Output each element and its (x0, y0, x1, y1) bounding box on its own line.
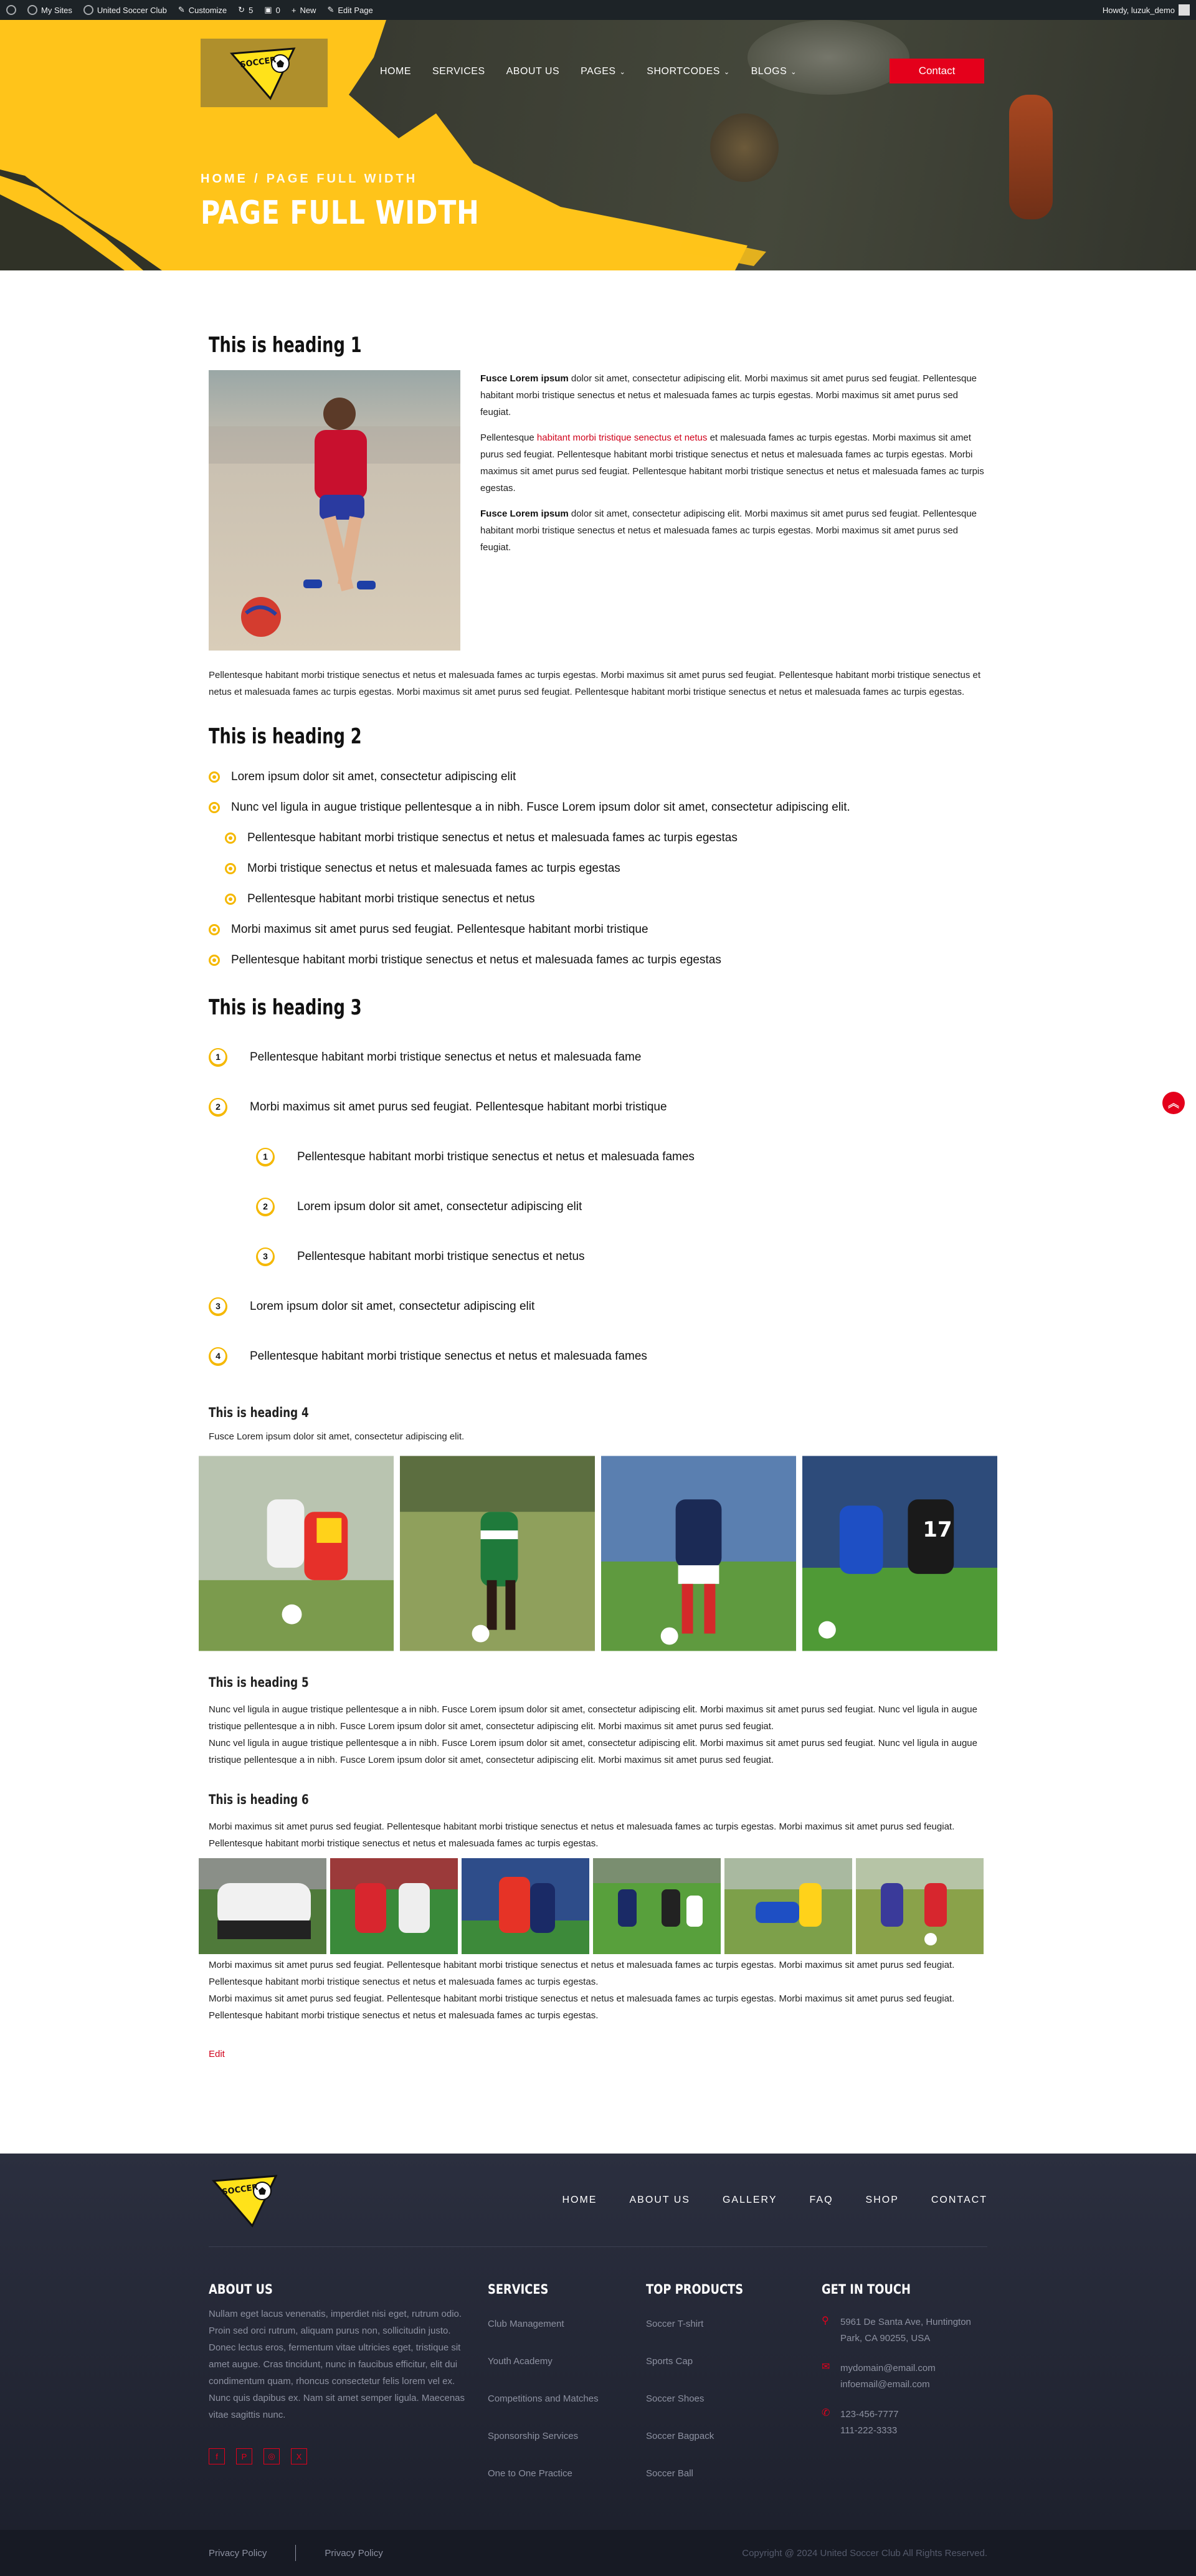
list-item-text: Nunc vel ligula in augue tristique pellentesque a in nibh. Fusce Lorem ipsum dolor sit amet, consectetur adipiscing elit. (231, 801, 850, 814)
bullet-circle-icon (209, 771, 220, 783)
numbered-list (209, 1033, 987, 1381)
chevron-down-icon: ⌄ (619, 68, 626, 76)
heading-5: This is heading 5 (209, 1675, 309, 1690)
breadcrumb (201, 172, 417, 186)
numbered-list-item (209, 1232, 987, 1282)
list-number: 2 (211, 1099, 225, 1114)
paragraph: Morbi maximus sit amet purus sed feugiat. Pellentesque habitant morbi tristique senectus et netus et malesuada fames ac turpis egestas. Morbi maximus sit amet purus sed feugiat. Pellentesque habitant morbi tristique senectus et netus et malesuada fames ac turpis egestas. (209, 1960, 955, 1987)
list-item (209, 884, 987, 914)
list-item-text: Pellentesque habitant morbi tristique senectus et netus et malesuada fames (250, 1350, 647, 1363)
bold-text: Fusce Lorem ipsum (480, 508, 569, 519)
service-link[interactable]: Sponsorship Services (488, 2431, 579, 2441)
pencil-icon: ✎ (327, 5, 335, 14)
nav-item-blogs[interactable] (751, 66, 797, 77)
new-label: New (300, 5, 316, 15)
plus-icon: + (291, 5, 297, 15)
list-number: 4 (211, 1348, 225, 1363)
soccer-logo-icon (227, 45, 301, 101)
list-number: 1 (211, 1049, 225, 1064)
chevron-down-icon: ⌄ (790, 68, 797, 76)
nav-item-about-us[interactable] (506, 66, 560, 77)
address-row (822, 2314, 971, 2347)
primary-menu (380, 66, 797, 77)
footer-services (488, 2282, 646, 2493)
email-row (822, 2360, 971, 2393)
wordpress-logo-icon[interactable] (6, 5, 16, 15)
footer-products (646, 2282, 822, 2493)
list-item-text: Morbi tristique senectus et netus et malesuada fames ac turpis egestas (247, 862, 620, 875)
services-list (488, 2306, 646, 2493)
nav-item-label: SERVICES (432, 66, 485, 77)
nav-item-services[interactable] (432, 66, 485, 77)
list-number-badge (209, 1048, 227, 1067)
map-pin-icon: ⚲ (822, 2316, 829, 2326)
footer-nav-faq[interactable]: FAQ (809, 2194, 833, 2205)
girl-soccer-player-image (209, 370, 460, 651)
footer-nav-gallery[interactable]: GALLERY (722, 2194, 777, 2205)
envelope-icon: ✉ (822, 2362, 830, 2372)
product-link[interactable]: Soccer Bagpack (646, 2431, 714, 2441)
paragraph-text: dolor sit amet, consectetur adipiscing elit. Morbi maximus sit amet purus sed feugiat. Pellentesque habitant morbi tristique senectus et netus et malesuada fames ac turpis egestas. Morbi maximus sit amet purus sed feugiat. (480, 508, 977, 553)
list-item-text: Pellentesque habitant morbi tristique senectus et netus (247, 892, 535, 905)
footer-bottom-bar (0, 2530, 1196, 2576)
footer-heading: SERVICES (488, 2282, 549, 2297)
footer-nav-home[interactable]: HOME (562, 2194, 597, 2205)
list-number-badge (209, 1347, 227, 1366)
customize-label: Customize (188, 5, 227, 15)
list-number: 3 (258, 1249, 273, 1264)
numbered-list-item (209, 1082, 987, 1132)
nav-item-pages[interactable] (581, 66, 625, 77)
breadcrumb-current: PAGE FULL WIDTH (266, 172, 418, 186)
howdy-label: Howdy, luzuk_demo (1102, 5, 1175, 15)
list-item (209, 761, 987, 792)
gallery-image-soccer-striker[interactable] (601, 1456, 796, 1651)
footer-about-text: Nullam eget lacus venenatis, imperdiet nisi eget, rutrum odio. Proin sed orci rutrum, aliquam purus non, sollicitudin justo. Donec lectus eros, fermentum vitae ultricies eget, tristique sit amet augue. Cras tincidunt, nunc in faucibus efficitur, elit dui condimentum quam, rhoncus consectetur felis lorem vel ex. Nunc quis dapibus ex. Nam sit amet semper ligula. Maecenas vitae sagittis nunc. (209, 2309, 465, 2420)
heading-2: This is heading 2 (209, 724, 362, 749)
nav-item-shortcodes[interactable] (647, 66, 729, 77)
nav-item-label: SHORTCODES (647, 66, 720, 77)
svg-text:SOCCER: SOCCER (221, 2182, 259, 2197)
list-item (209, 853, 987, 884)
list-item (209, 914, 987, 945)
list-item-text: Pellentesque habitant morbi tristique senectus et netus et malesuada fames ac turpis egestas (247, 831, 738, 844)
new-content-link[interactable] (292, 6, 316, 15)
my-sites-link[interactable] (27, 5, 72, 15)
bullet-circle-icon (225, 832, 236, 844)
numbered-list-item (209, 1132, 987, 1182)
instagram-icon[interactable]: ◎ (263, 2448, 280, 2464)
product-link[interactable]: Soccer T-shirt (646, 2319, 704, 2329)
product-link[interactable]: Sports Cap (646, 2356, 693, 2367)
gallery-image-team-huddle[interactable] (199, 1858, 326, 1954)
paragraph-text: Pellentesque (480, 432, 537, 443)
phone-link[interactable]: 123-456-7777 (840, 2409, 899, 2420)
double-chevron-up-icon: ︽ (1168, 1097, 1179, 1110)
paragraph: Morbi maximus sit amet purus sed feugiat. Pellentesque habitant morbi tristique senectus et netus et malesuada fames ac turpis egestas. Morbi maximus sit amet purus sed feugiat. Pellentesque habitant morbi tristique senectus et netus et malesuada fames ac turpis egestas. (209, 1821, 955, 1849)
list-item-text: Pellentesque habitant morbi tristique senectus et netus et malesuada fame (250, 1051, 642, 1064)
numbered-list-item (209, 1332, 987, 1381)
gallery-6-column (199, 1858, 997, 1954)
nav-item-label: PAGES (581, 66, 616, 77)
bullet-circle-icon (209, 802, 220, 813)
list-number-badge (209, 1098, 227, 1117)
list-number: 3 (211, 1299, 225, 1314)
site-logo[interactable] (201, 39, 328, 107)
paragraph: Pellentesque habitant morbi tristique senectus et netus et malesuada fames ac turpis egestas. Morbi maximus sit amet purus sed feugiat. Pellentesque habitant morbi tristique senectus et netus et malesuada fames ac turpis egestas. Morbi maximus sit amet purus sed feugiat. Pellentesque habitant morbi tristique senectus et netus et malesuada fames ac turpis egestas. (209, 670, 980, 697)
paragraph: Fusce Lorem ipsum dolor sit amet, consectetur adipiscing elit. (209, 1431, 465, 1442)
main-navigation (201, 39, 984, 107)
email-link[interactable]: infoemail@email.com (840, 2379, 930, 2390)
service-link[interactable]: Youth Academy (488, 2356, 553, 2367)
edit-page-label: Edit Page (338, 5, 373, 15)
bullet-circle-icon (225, 894, 236, 905)
list-item-text: Morbi maximus sit amet purus sed feugiat. Pellentesque habitant morbi tristique (250, 1100, 667, 1114)
gallery-image-soccer-dribble[interactable] (400, 1456, 595, 1651)
pinterest-icon[interactable]: P (236, 2448, 252, 2464)
privacy-policy-link[interactable]: Privacy Policy (209, 2547, 267, 2559)
footer-menu (562, 2195, 987, 2206)
phone-link[interactable]: 111-222-3333 (840, 2425, 898, 2436)
list-item (209, 792, 987, 823)
edit-page-link[interactable] (327, 5, 373, 15)
heading-4: This is heading 4 (209, 1405, 309, 1420)
inline-link[interactable]: habitant morbi tristique senectus et netus (536, 432, 708, 443)
my-sites-label: My Sites (41, 5, 72, 15)
updates-link[interactable] (238, 5, 253, 15)
list-item-text: Morbi maximus sit amet purus sed feugiat. Pellentesque habitant morbi tristique (231, 923, 648, 936)
footer-top (209, 2154, 987, 2247)
bold-text: Fusce Lorem ipsum (480, 373, 569, 384)
updates-icon: ↻ (238, 5, 245, 14)
comments-count: 0 (275, 5, 280, 15)
nav-item-label: BLOGS (751, 66, 787, 77)
list-item-text: Lorem ipsum dolor sit amet, consectetur adipiscing elit (250, 1300, 535, 1313)
list-number: 2 (258, 1199, 273, 1214)
list-number: 1 (258, 1149, 273, 1164)
divider (295, 2545, 296, 2561)
heading-3: This is heading 3 (209, 995, 362, 1020)
footer-nav-about-us[interactable]: ABOUT US (629, 2194, 690, 2205)
numbered-list-item (209, 1033, 987, 1082)
gallery-image-soccer-tackle[interactable] (199, 1456, 394, 1651)
page-title: PAGE FULL WIDTH (201, 194, 480, 232)
intro-text (480, 370, 987, 651)
list-item-text: Lorem ipsum dolor sit amet, consectetur adipiscing elit (231, 770, 516, 783)
facebook-icon[interactable]: f (209, 2448, 225, 2464)
service-link[interactable]: Competitions and Matches (488, 2393, 599, 2404)
breadcrumb-home-link[interactable]: HOME (201, 172, 248, 186)
heading-6: This is heading 6 (209, 1792, 309, 1807)
footer-legal-links (209, 2545, 383, 2561)
list-item-text: Lorem ipsum dolor sit amet, consectetur adipiscing elit (297, 1200, 582, 1213)
brush-icon: ✎ (178, 5, 185, 14)
page-hero (0, 20, 1196, 270)
gallery-image-girls-match[interactable] (856, 1858, 984, 1954)
nav-item-home[interactable] (380, 66, 411, 77)
footer-nav-contact[interactable]: CONTACT (931, 2194, 987, 2205)
service-link[interactable]: Club Management (488, 2319, 564, 2329)
edit-page-link[interactable]: Edit (209, 2049, 225, 2059)
footer-about (209, 2282, 488, 2493)
gallery-4-column (199, 1456, 997, 1651)
gallery-image-players-fight[interactable] (330, 1858, 458, 1954)
list-item-text: Pellentesque habitant morbi tristique senectus et netus et malesuada fames ac turpis egestas (231, 953, 721, 966)
paragraph: Nunc vel ligula in augue tristique pellentesque a in nibh. Fusce Lorem ipsum dolor sit amet, consectetur adipiscing elit. Morbi maximus sit amet purus sed feugiat. Nunc vel ligula in augue tristique pellentesque a in nibh. Fusce Lorem ipsum dolor sit amet, consectetur adipiscing elit. Morbi maximus sit amet purus sed feugiat. (209, 1738, 977, 1765)
intro-block (209, 370, 987, 651)
service-link[interactable]: One to One Practice (488, 2468, 572, 2479)
footer-contact (822, 2282, 971, 2493)
list-item (209, 823, 987, 853)
nav-item-label: HOME (380, 66, 411, 77)
contact-button[interactable]: Contact (890, 59, 984, 83)
gallery-image-sliding-tackle[interactable] (724, 1858, 852, 1954)
numbered-list-item (209, 1182, 987, 1232)
bullet-circle-icon (225, 863, 236, 874)
gallery-image-soccer-duel[interactable] (802, 1456, 997, 1651)
footer-logo[interactable] (209, 2172, 283, 2228)
list-item (209, 945, 987, 975)
customize-link[interactable] (178, 5, 227, 15)
phone-row (822, 2407, 971, 2439)
x-twitter-icon[interactable]: X (291, 2448, 307, 2464)
footer-heading: ABOUT US (209, 2282, 273, 2297)
product-link[interactable]: Soccer Shoes (646, 2393, 705, 2404)
list-number-badge (256, 1247, 275, 1266)
footer-columns (209, 2247, 987, 2530)
social-links (209, 2448, 488, 2464)
sites-icon (27, 5, 37, 15)
comment-icon: ▣ (264, 5, 272, 14)
paragraph: Nunc vel ligula in augue tristique pellentesque a in nibh. Fusce Lorem ipsum dolor sit amet, consectetur adipiscing elit. Morbi maximus sit amet purus sed feugiat. Nunc vel ligula in augue tristique pellentesque a in nibh. Fusce Lorem ipsum dolor sit amet, consectetur adipiscing elit. Morbi maximus sit amet purus sed feugiat. (209, 1704, 977, 1732)
account-menu[interactable] (1103, 4, 1190, 16)
email-link[interactable]: mydomain@email.com (840, 2363, 936, 2373)
address-text: 5961 De Santa Ave, Huntington Park, CA 90255, USA (840, 2317, 971, 2344)
home-icon (83, 5, 93, 15)
avatar (1179, 4, 1190, 16)
paragraph-text: et malesuada fames ac turpis egestas. Morbi maximus sit amet purus sed feugiat. Pellentesque habitant morbi tristique senectus et netus et malesuada fames ac turpis egestas. Morbi maximus sit amet purus sed feugiat. Pellentesque habitant morbi tristique senectus et netus et malesuada fames ac turpis egestas. (480, 432, 984, 494)
list-number-badge (256, 1148, 275, 1166)
intro-paragraph (480, 505, 987, 556)
footer-heading: GET IN TOUCH (822, 2282, 911, 2297)
svg-text:SOCCER: SOCCER (239, 55, 277, 70)
updates-count: 5 (249, 5, 254, 15)
scroll-to-top-button[interactable] (1162, 1092, 1185, 1114)
intro-paragraph (480, 370, 987, 421)
breadcrumb-separator: / (254, 172, 260, 186)
site-footer (0, 2154, 1196, 2576)
site-name-label: United Soccer Club (97, 5, 167, 15)
intro-paragraph (480, 429, 987, 497)
list-number-badge (209, 1297, 227, 1316)
svg-text:17: 17 (923, 1517, 952, 1542)
nav-item-label: ABOUT US (506, 66, 560, 77)
page-content (209, 270, 987, 2060)
list-item-text: Pellentesque habitant morbi tristique senectus et netus et malesuada fames (297, 1150, 695, 1163)
phone-icon: ✆ (822, 2408, 830, 2418)
paragraph: Morbi maximus sit amet purus sed feugiat. Pellentesque habitant morbi tristique senectus et netus et malesuada fames ac turpis egestas. Morbi maximus sit amet purus sed feugiat. Pellentesque habitant morbi tristique senectus et netus et malesuada fames ac turpis egestas. (209, 1993, 955, 2021)
footer-nav-shop[interactable]: SHOP (865, 2194, 899, 2205)
products-list (646, 2306, 822, 2493)
chevron-down-icon: ⌄ (723, 68, 730, 76)
paragraph-text: dolor sit amet, consectetur adipiscing elit. Morbi maximus sit amet purus sed feugiat. Pellentesque habitant morbi tristique senectus et netus et malesuada fames ac turpis egestas. Morbi maximus sit amet purus sed feugiat. (480, 373, 977, 417)
bullet-circle-icon (209, 924, 220, 935)
bullet-list (209, 761, 987, 975)
privacy-policy-link[interactable]: Privacy Policy (325, 2547, 383, 2559)
copyright-text: Copyright @ 2024 United Soccer Club All Rights Reserved. (742, 2547, 987, 2559)
list-item-text: Pellentesque habitant morbi tristique senectus et netus (297, 1250, 585, 1263)
admin-bar (0, 0, 1196, 20)
numbered-list-item (209, 1282, 987, 1332)
site-name-link[interactable] (83, 5, 167, 15)
product-link[interactable]: Soccer Ball (646, 2468, 693, 2479)
list-number-badge (256, 1198, 275, 1216)
heading-1: This is heading 1 (209, 333, 362, 358)
gallery-image-goal-celebration[interactable] (462, 1858, 589, 1954)
gallery-image-youth-match[interactable] (593, 1858, 721, 1954)
comments-link[interactable] (264, 5, 280, 15)
bullet-circle-icon (209, 955, 220, 966)
footer-heading: TOP PRODUCTS (646, 2282, 744, 2297)
